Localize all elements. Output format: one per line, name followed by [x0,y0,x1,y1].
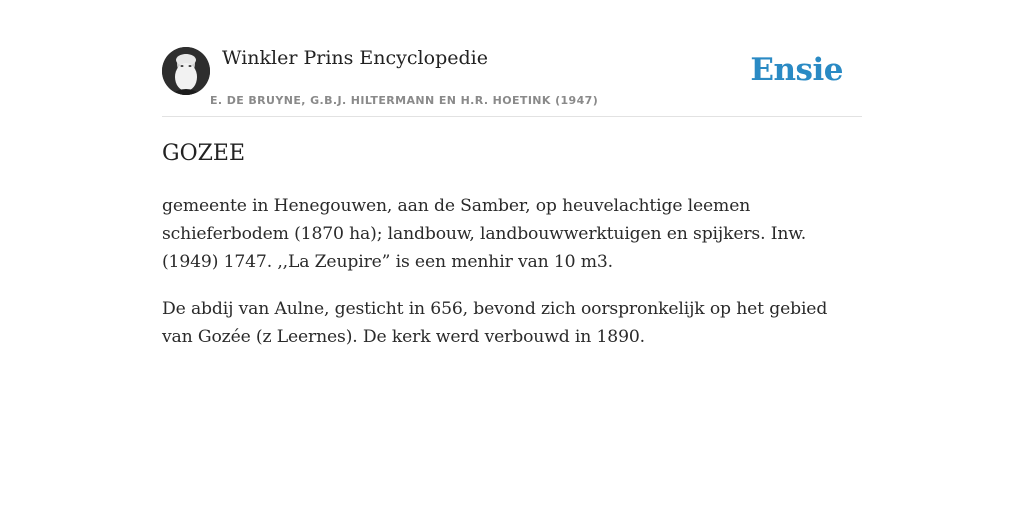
article-paragraph: gemeente in Henegouwen, aan de Samber, op heuvelachtige leemen schieferbodem (1870 ha); landbouw, landbouwwerktuigen en spijkers. Inw. (1949) 1747. ,,La Zeupire” is een menhir van 10 m3. [162,196,807,272]
article-body [162,192,862,370]
avatar[interactable] [162,47,210,95]
ensie-logo[interactable]: Ensie [750,52,843,88]
source-header [162,46,862,117]
author-portrait-icon [162,47,210,95]
source-title[interactable]: Winkler Prins Encyclopedie [222,47,488,69]
source-authors: E. DE BRUYNE, G.B.J. HILTERMANN EN H.R. HOETINK (1947) [210,94,599,107]
article-title: GOZEE [162,141,246,166]
article-paragraph: De abdij van Aulne, gesticht in 656, bevond zich oorspronkelijk op het gebied van Gozée (z Leernes). De kerk werd verbouwd in 1890. [162,299,828,347]
